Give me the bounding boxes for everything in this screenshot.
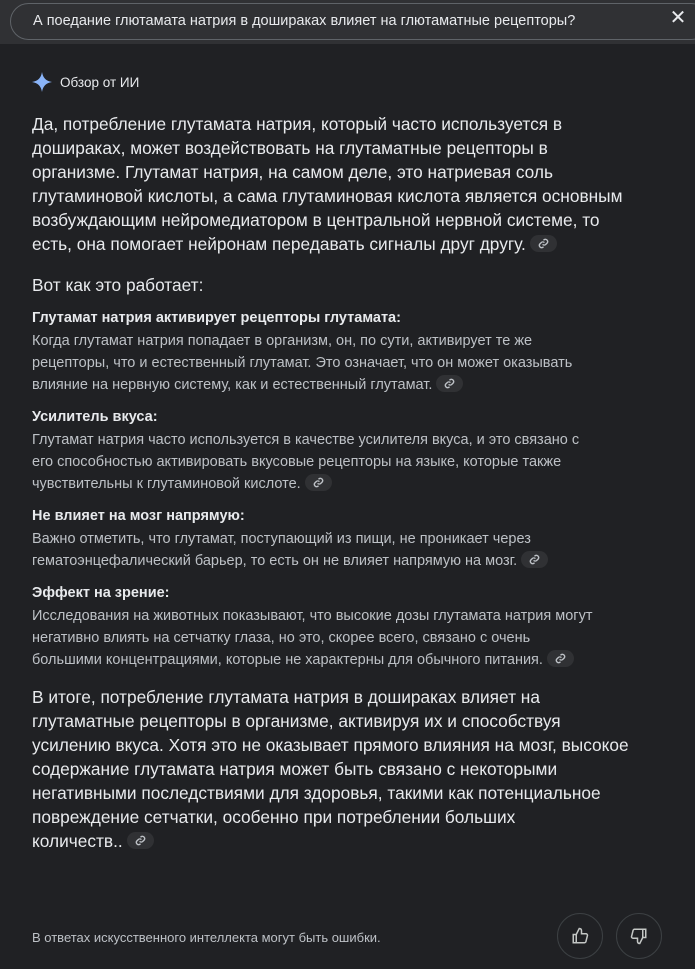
- section-body: [32, 429, 672, 495]
- line-text: чувствительны к глутаминовой кислоте.: [32, 476, 301, 492]
- text-line: [32, 374, 672, 396]
- line-text: большими концентрациями, которые не характерны для обычного питания.: [32, 652, 543, 668]
- summary-paragraph: [32, 685, 672, 853]
- text-line: [32, 136, 672, 160]
- section-title: Не влияет на мозг напрямую:: [32, 508, 245, 524]
- sparkle-icon: [32, 72, 52, 92]
- section: [32, 406, 672, 495]
- text-line: [32, 649, 672, 671]
- text-line: [32, 429, 672, 451]
- section-body: [32, 528, 672, 572]
- line-text: глутаминовой кислоты, а сама глутаминовая кислота является основным: [32, 186, 623, 206]
- answer-content: [32, 112, 672, 853]
- text-line: [32, 352, 672, 374]
- line-text: организме. Глутамат натрия, на самом деле, это натриевая соль: [32, 162, 554, 182]
- line-text: глутаматные рецепторы в организме, активируя их и способствуя: [32, 711, 561, 731]
- line-text: негативно влиять на сетчатку глаза, но это, скорее всего, связано с очень: [32, 630, 531, 646]
- section-body: [32, 330, 672, 396]
- text-line: [32, 733, 672, 757]
- thumbs-up-icon: [571, 927, 589, 945]
- line-text: его способностью активировать вкусовые рецепторы на языке, которые также: [32, 454, 562, 470]
- line-text: усилению вкуса. Хотя это не оказывает прямого влияния на мозг, высокое: [32, 735, 629, 755]
- how-it-works-heading: Вот как это работает:: [32, 275, 204, 295]
- text-line: [32, 528, 672, 550]
- text-line: [32, 208, 672, 232]
- search-input[interactable]: [10, 3, 695, 40]
- thumbs-down-button[interactable]: [616, 913, 662, 959]
- text-line: [32, 451, 672, 473]
- line-text: В итоге, потребление глутамата натрия в дошираках влияет на: [32, 687, 540, 707]
- text-line: [32, 330, 672, 352]
- section-title: Усилитель вкуса:: [32, 409, 158, 425]
- ai-overview-title: Обзор от ИИ: [60, 74, 140, 90]
- top-bar: [0, 0, 695, 44]
- text-line: [32, 781, 672, 805]
- line-text: негативными последствиями для здоровья, такими как потенциальное: [32, 783, 601, 803]
- line-text: есть, она помогает нейронам передавать сигналы друг другу.: [32, 234, 526, 254]
- line-text: количеств..: [32, 831, 123, 851]
- source-link-icon[interactable]: [305, 474, 332, 491]
- line-text: Важно отметить, что глутамат, поступающий из пищи, не проникает через: [32, 531, 531, 547]
- section: [32, 307, 672, 396]
- text-line: [32, 160, 672, 184]
- ai-overview-header: [32, 72, 139, 92]
- section: [32, 582, 672, 671]
- line-text: Глутамат натрия часто используется в качестве усилителя вкуса, и это связано с: [32, 432, 580, 448]
- text-line: [32, 184, 672, 208]
- disclaimer: В ответах искусственного интеллекта могут быть ошибки.: [32, 930, 381, 945]
- close-icon[interactable]: ✕: [669, 7, 687, 29]
- search-query[interactable]: А поедание глютамата натрия в дошираках влияет на глютаматные рецепторы?: [33, 13, 576, 29]
- text-line: [32, 232, 672, 256]
- line-text: рецепторы, что и естественный глутамат. Это означает, что он может оказывать: [32, 355, 573, 371]
- section: [32, 505, 672, 572]
- source-link-icon[interactable]: [530, 235, 557, 252]
- text-line: [32, 829, 672, 853]
- text-line: [32, 112, 672, 136]
- text-line: [32, 473, 672, 495]
- line-text: Когда глутамат натрия попадает в организм, он, по сути, активирует те же: [32, 333, 533, 349]
- text-line: [32, 709, 672, 733]
- text-line: [32, 627, 672, 649]
- line-text: Да, потребление глутамата натрия, который часто используется в: [32, 114, 563, 134]
- thumbs-up-button[interactable]: [557, 913, 603, 959]
- line-text: повреждение сетчатки, особенно при потреблении больших: [32, 807, 516, 827]
- line-text: гематоэнцефалический барьер, то есть он не влияет напрямую на мозг.: [32, 553, 518, 569]
- thumbs-down-icon: [630, 927, 648, 945]
- text-line: [32, 757, 672, 781]
- intro-paragraph: [32, 112, 672, 256]
- section-title: Глутамат натрия активирует рецепторы глутамата:: [32, 310, 401, 326]
- text-line: [32, 605, 672, 627]
- line-text: дошираках, может воздействовать на глутаматные рецепторы в: [32, 138, 548, 158]
- text-line: [32, 685, 672, 709]
- line-text: содержание глутамата натрия может быть связано с некоторыми: [32, 759, 558, 779]
- line-text: Исследования на животных показывают, что высокие дозы глутамата натрия могут: [32, 608, 593, 624]
- line-text: возбуждающим нейромедиатором в центральной нервной системе, то: [32, 210, 600, 230]
- section-body: [32, 605, 672, 671]
- line-text: влияние на нервную систему, как и естественный глутамат.: [32, 377, 433, 393]
- section-title: Эффект на зрение:: [32, 585, 170, 601]
- source-link-icon[interactable]: [547, 650, 574, 667]
- source-link-icon[interactable]: [521, 551, 548, 568]
- source-link-icon[interactable]: [436, 375, 463, 392]
- text-line: [32, 805, 672, 829]
- source-link-icon[interactable]: [127, 832, 154, 849]
- text-line: [32, 550, 672, 572]
